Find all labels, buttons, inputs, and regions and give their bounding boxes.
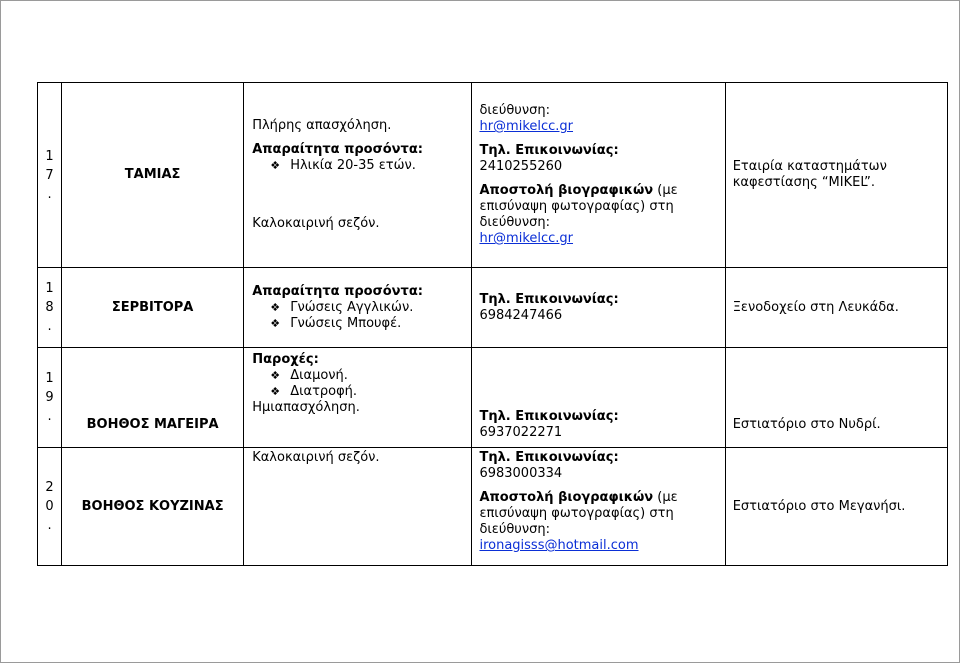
requirements-cell xyxy=(244,448,472,566)
job-listings-table xyxy=(37,82,948,566)
row-number: 1 9 . xyxy=(45,371,54,424)
contact-cell xyxy=(472,348,725,448)
phone-label: Τηλ. Επικοινωνίας: xyxy=(479,143,619,158)
phone-number: 6984247466 xyxy=(479,307,563,323)
list-item: ❖ Γνώσεις Αγγλικών. xyxy=(270,299,414,315)
requirements-label: Απαραίτητα προσόντα: xyxy=(252,142,423,157)
season-text: Καλοκαιρινή σεζόν. xyxy=(252,450,380,465)
requirements-cell xyxy=(244,83,472,268)
phone-number: 6983000334 xyxy=(479,466,563,481)
row-number: 1 8 . xyxy=(45,281,54,334)
cv-instructions: Αποστολή βιογραφικών (με επισύναψη φωτογραφίας) στη διεύθυνση: xyxy=(479,183,678,230)
contact-cell xyxy=(472,448,725,566)
employment-type: Πλήρης απασχόληση. xyxy=(252,118,392,133)
company-cell: Ξενοδοχείο στη Λευκάδα. xyxy=(725,268,947,348)
requirements-cell xyxy=(244,348,472,448)
phone-number: 6937022271 xyxy=(479,425,563,440)
phone-number: 2410255260 xyxy=(479,159,563,174)
row-number-cell xyxy=(38,448,62,566)
diamond-bullet-icon: ❖ xyxy=(270,385,281,398)
phone-label: Τηλ. Επικοινωνίας: xyxy=(479,291,619,307)
contact-cell xyxy=(472,83,725,268)
list-item: ❖ Διατροφή. xyxy=(270,384,358,399)
row-number: 2 0 . xyxy=(45,480,54,533)
phone-label: Τηλ. Επικοινωνίας: xyxy=(479,409,619,424)
address-label: διεύθυνση: xyxy=(479,103,550,118)
job-title: ΒΟΗΘΟΣ ΚΟΥΖΙΝΑΣ xyxy=(62,448,244,566)
list-item: ❖ Γνώσεις Μπουφέ. xyxy=(270,315,402,331)
table-row xyxy=(38,268,948,348)
table-row xyxy=(38,83,948,268)
list-item: ❖ Ηλικία 20-35 ετών. xyxy=(270,158,416,173)
phone-label: Τηλ. Επικοινωνίας: xyxy=(479,450,619,465)
row-number-cell xyxy=(38,348,62,448)
company-cell: Εστιατόριο στο Νυδρί. xyxy=(725,348,947,448)
cv-instructions: Αποστολή βιογραφικών (με επισύναψη φωτογραφίας) στη διεύθυνση: xyxy=(479,490,678,537)
job-title: ΒΟΗΘΟΣ ΜΑΓΕΙΡΑ xyxy=(62,348,244,448)
requirements-label: Απαραίτητα προσόντα: xyxy=(252,283,423,299)
email-link[interactable]: hr@mikelcc.gr xyxy=(479,119,574,134)
company-cell: Εστιατόριο στο Μεγανήσι. xyxy=(725,448,947,566)
email-link[interactable]: hr@mikelcc.gr xyxy=(479,231,574,246)
contact-cell xyxy=(472,268,725,348)
row-number-cell xyxy=(38,83,62,268)
row-number-cell xyxy=(38,268,62,348)
diamond-bullet-icon: ❖ xyxy=(270,369,281,382)
benefits-label: Παροχές: xyxy=(252,352,319,367)
employment-type: Ημιαπασχόληση. xyxy=(252,400,360,415)
table-row xyxy=(38,448,948,566)
requirements-cell xyxy=(244,268,472,348)
list-item: ❖ Διαμονή. xyxy=(270,368,348,383)
job-title: ΤΑΜΙΑΣ xyxy=(62,83,244,268)
email-link[interactable]: ironagisss@hotmail.com xyxy=(479,538,639,553)
company-cell: Εταιρία καταστημάτων καφεστίασης “MIKEL”. xyxy=(725,83,947,268)
row-number: 1 7 . xyxy=(45,148,54,202)
season-text: Καλοκαιρινή σεζόν. xyxy=(252,216,380,231)
job-title: ΣΕΡΒΙΤΟΡΑ xyxy=(62,268,244,348)
diamond-bullet-icon: ❖ xyxy=(270,316,281,330)
diamond-bullet-icon: ❖ xyxy=(270,300,281,314)
diamond-bullet-icon: ❖ xyxy=(270,159,281,172)
table-row xyxy=(38,348,948,448)
